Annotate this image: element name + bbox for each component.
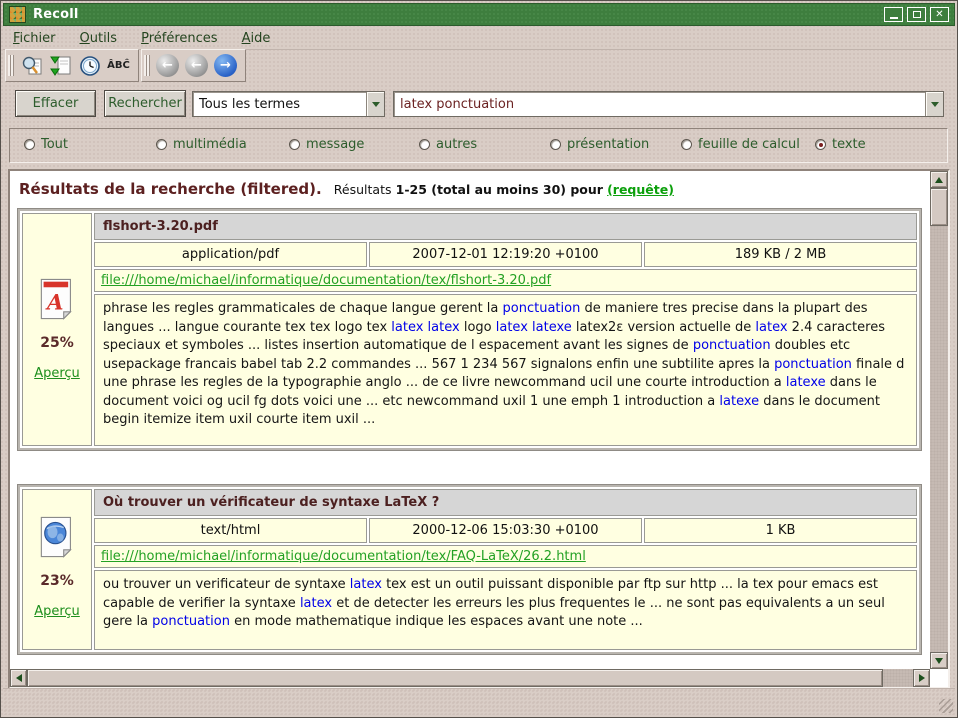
app-icon bbox=[9, 6, 26, 23]
menu-bar bbox=[3, 27, 955, 50]
minimize-button[interactable] bbox=[884, 7, 903, 22]
menu-preferences[interactable]: Préférences bbox=[141, 30, 218, 46]
radio-icon bbox=[24, 139, 35, 150]
filter-radio-feuille-de-calcul[interactable]: feuille de calcul bbox=[681, 137, 800, 152]
pdf-file-icon bbox=[38, 278, 76, 320]
toolbar-handle[interactable] bbox=[144, 55, 150, 76]
result-size: 189 KB / 2 MB bbox=[644, 242, 917, 267]
clear-search-document-icon[interactable] bbox=[17, 52, 46, 79]
menu-outils[interactable]: Outils bbox=[79, 30, 118, 46]
result-mime: application/pdf bbox=[94, 242, 367, 267]
search-mode-value: Tous les termes bbox=[199, 96, 300, 112]
radio-icon bbox=[289, 139, 300, 150]
result-meta-row bbox=[94, 518, 917, 543]
vertical-scrollbar-thumb[interactable] bbox=[930, 188, 948, 226]
result-url-row bbox=[94, 269, 917, 292]
radio-icon bbox=[815, 139, 826, 150]
scroll-up-button[interactable] bbox=[930, 171, 948, 188]
result-side-panel bbox=[22, 213, 92, 446]
maximize-button[interactable] bbox=[907, 7, 926, 22]
radio-icon bbox=[681, 139, 692, 150]
clear-button[interactable]: Effacer bbox=[15, 90, 96, 117]
filter-radio-presentation[interactable]: présentation bbox=[550, 137, 649, 152]
result-size: 1 KB bbox=[644, 518, 917, 543]
status-bar bbox=[3, 688, 955, 715]
toolbar-handle[interactable] bbox=[8, 55, 14, 76]
result-mime: text/html bbox=[94, 518, 367, 543]
result-date: 2007-12-01 12:19:20 +0100 bbox=[369, 242, 642, 267]
toolbar bbox=[5, 50, 248, 81]
search-input[interactable] bbox=[394, 97, 925, 112]
chevron-down-icon[interactable] bbox=[925, 92, 943, 116]
results-list bbox=[10, 171, 930, 669]
arrow-left-icon bbox=[16, 674, 22, 682]
result-snippet: ou trouver un verificateur de syntaxe latex tex est un outil puissant disponible par ftp sur http ... la tex pour emacs est capable de verifier la syntaxe latex et de detecter les erreurs les plus frequentes le ... ne sont pas equivalents a un seul gere la ponctuation en mode mathematique indique les espaces avant une note ... bbox=[94, 570, 917, 650]
menu-aide[interactable]: Aide bbox=[241, 30, 271, 46]
results-header bbox=[19, 180, 930, 198]
horizontal-scrollbar-thumb[interactable] bbox=[27, 669, 883, 687]
filter-radio-message[interactable]: message bbox=[289, 137, 364, 152]
svg-text:A: A bbox=[46, 290, 64, 316]
result-title: flshort-3.20.pdf bbox=[94, 213, 917, 240]
previous-page-icon[interactable]: ← bbox=[182, 52, 211, 79]
preview-link[interactable]: Aperçu bbox=[34, 604, 80, 619]
vertical-scrollbar[interactable] bbox=[930, 171, 948, 669]
relevance-percent: 25% bbox=[40, 335, 74, 351]
preview-link[interactable]: Aperçu bbox=[34, 366, 80, 381]
toolbar-group-tools bbox=[5, 49, 139, 82]
horizontal-scrollbar[interactable] bbox=[10, 669, 930, 687]
query-details-link[interactable]: (requête) bbox=[607, 182, 674, 197]
result-item[interactable] bbox=[18, 209, 921, 450]
scroll-down-button[interactable] bbox=[930, 652, 948, 669]
history-clock-icon[interactable] bbox=[75, 52, 104, 79]
scroll-left-button[interactable] bbox=[10, 669, 27, 687]
results-word: Résultats bbox=[333, 182, 392, 197]
radio-icon bbox=[550, 139, 561, 150]
arrow-right-icon bbox=[919, 674, 925, 682]
window-title: Recoll bbox=[33, 7, 79, 22]
document-type-filter bbox=[9, 128, 948, 163]
close-button[interactable]: ✕ bbox=[930, 7, 949, 22]
result-url-row bbox=[94, 545, 917, 568]
filter-radio-tout[interactable]: Tout bbox=[24, 137, 68, 152]
result-url-link[interactable]: file:///home/michael/informatique/documentation/tex/flshort-3.20.pdf bbox=[101, 273, 552, 288]
menu-fichier[interactable]: Fichier bbox=[13, 30, 56, 46]
relevance-percent: 23% bbox=[40, 573, 74, 589]
chevron-down-icon[interactable] bbox=[366, 92, 384, 116]
toolbar-group-nav bbox=[141, 49, 246, 82]
result-date: 2000-12-06 15:03:30 +0100 bbox=[369, 518, 642, 543]
update-index-icon[interactable] bbox=[46, 52, 75, 79]
results-title: Résultats de la recherche (filtered). bbox=[19, 180, 322, 198]
filter-radio-multimedia[interactable]: multimédia bbox=[156, 137, 247, 152]
arrow-down-icon bbox=[935, 658, 943, 664]
arrow-up-icon bbox=[935, 177, 943, 183]
first-page-icon[interactable]: ← bbox=[153, 52, 182, 79]
term-explorer-icon[interactable]: ÂBĈ bbox=[107, 60, 130, 71]
radio-icon bbox=[156, 139, 167, 150]
filter-radio-autres[interactable]: autres bbox=[419, 137, 477, 152]
search-mode-select[interactable] bbox=[192, 91, 385, 117]
result-meta-row bbox=[94, 242, 917, 267]
next-page-icon[interactable]: → bbox=[211, 52, 240, 79]
resize-grip-icon[interactable] bbox=[939, 699, 953, 713]
result-title: Où trouver un vérificateur de syntaxe LaTeX ? bbox=[94, 489, 917, 516]
result-snippet: phrase les regles grammaticales de chaque langue gerent la ponctuation de maniere tres precise dans la plupart des langues ... langue courante tex tex logo tex latex latex logo latex latexe latex2ε version actuelle de latex 2.4 caracteres speciaux et symboles ... listes insertion automatique de l espacement avant les signes de ponctuation doubles etc usepackage francais babel tab 2.2 commandes ... 567 1 234 567 signalons enfin une subtilite apres la ponctuation finale d une phrase les regles de la typographie anglo ... de ce livre newcommand ucil une courte introduction a latexe dans le document voici og ucil fg dots voici une ... etc newcommand uxil 1 une emph 1 introduction a latexe dans le document begin itemize item uxil courte item uxil ... bbox=[94, 294, 917, 446]
radio-icon bbox=[419, 139, 430, 150]
result-url-link[interactable]: file:///home/michael/informatique/documentation/tex/FAQ-LaTeX/26.2.html bbox=[101, 549, 586, 564]
filter-radio-texte[interactable]: texte bbox=[815, 137, 866, 152]
results-area bbox=[8, 169, 950, 689]
search-button[interactable]: Rechercher bbox=[104, 90, 186, 117]
html-file-icon bbox=[38, 516, 76, 558]
title-bar bbox=[3, 3, 955, 26]
results-range: 1-25 (total au moins 30) pour bbox=[395, 182, 603, 197]
result-side-panel bbox=[22, 489, 92, 650]
result-item[interactable] bbox=[18, 485, 921, 654]
scroll-right-button[interactable] bbox=[913, 669, 930, 687]
query-combo[interactable] bbox=[393, 91, 944, 117]
